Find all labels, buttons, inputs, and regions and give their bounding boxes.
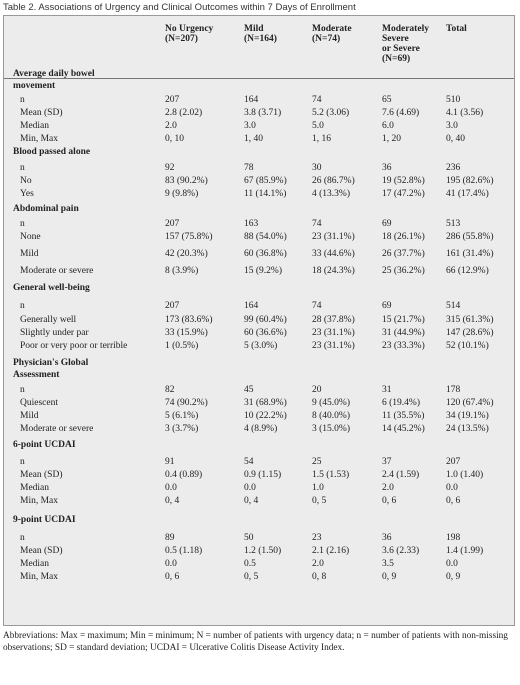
table-cell: 10 (22.2%) (244, 411, 287, 421)
table-cell: 195 (82.6%) (446, 176, 494, 186)
table-cell: 41 (17.4%) (446, 189, 489, 199)
table-cell: 65 (382, 95, 392, 105)
table-cell: 37 (382, 457, 392, 467)
table-cell: 0, 9 (446, 572, 461, 582)
table-cell: 17 (47.2%) (382, 189, 425, 199)
table-cell: 15 (9.2%) (244, 266, 282, 276)
section-heading (4, 282, 514, 294)
table-cell: 8 (40.0%) (312, 411, 350, 421)
table-cell: 1.0 (312, 483, 324, 493)
row-label: General well-being (13, 283, 90, 293)
table-cell: 3.0 (244, 121, 256, 131)
row-label: Mild (20, 249, 39, 259)
table-cell: 67 (85.9%) (244, 176, 287, 186)
section-heading (4, 357, 514, 369)
table-cell: 14 (45.2%) (382, 424, 425, 434)
table-cell: 2.0 (382, 483, 394, 493)
table-cell: 514 (446, 301, 461, 311)
row-label: None (20, 232, 41, 242)
table-cell: 18 (24.3%) (312, 266, 355, 276)
table-cell: 74 (312, 301, 322, 311)
table-cell: 1.5 (1.53) (312, 470, 350, 480)
table-cell: 3.0 (446, 121, 458, 131)
table-cell: 88 (54.0%) (244, 232, 287, 242)
row-label: Quiescent (20, 398, 58, 408)
table-row (4, 384, 514, 396)
table-cell: 5 (3.0%) (244, 341, 278, 351)
table-cell: 0.4 (0.89) (165, 470, 203, 480)
table-cell: 92 (165, 163, 175, 173)
table-cell: 1, 20 (382, 134, 401, 144)
table-cell: 163 (244, 219, 259, 229)
row-label: No (20, 176, 32, 186)
table-cell: 147 (28.6%) (446, 328, 494, 338)
row-label: n (20, 457, 25, 467)
row-label: Mean (SD) (20, 546, 63, 556)
row-label: Median (20, 483, 50, 493)
table-cell: 207 (165, 301, 180, 311)
table-cell: 3.6 (2.33) (382, 546, 420, 556)
table-cell: 83 (90.2%) (165, 176, 208, 186)
row-label: Average daily bowel (13, 69, 95, 79)
table-cell: 11 (14.1%) (244, 189, 287, 199)
table-cell: 33 (15.9%) (165, 328, 208, 338)
table-cell: 0.5 (244, 559, 256, 569)
section-heading (4, 369, 514, 381)
table-row (4, 248, 514, 260)
table-row (4, 162, 514, 174)
table-cell: 5.0 (312, 121, 324, 131)
table-row (4, 571, 514, 583)
table-cell: 74 (312, 219, 322, 229)
table-cell: 34 (19.1%) (446, 411, 489, 421)
table-row (4, 495, 514, 507)
row-label: Min, Max (20, 572, 58, 582)
table-cell: 91 (165, 457, 175, 467)
table-cell: 8 (3.9%) (165, 266, 199, 276)
table-cell: 236 (446, 163, 461, 173)
table-cell: 26 (86.7%) (312, 176, 355, 186)
table-cell: 25 (36.2%) (382, 266, 425, 276)
data-table (3, 15, 515, 626)
table-cell: 0, 5 (312, 496, 327, 506)
row-label: Blood passed alone (13, 147, 91, 157)
table-cell: 198 (446, 533, 461, 543)
table-cell: 54 (244, 457, 254, 467)
section-heading (4, 68, 514, 80)
table-cell: 31 (382, 385, 392, 395)
table-cell: 69 (382, 219, 392, 229)
table-cell: 11 (35.5%) (382, 411, 425, 421)
table-cell: 1, 40 (244, 134, 263, 144)
table-cell: 23 (31.1%) (312, 232, 355, 242)
table-cell: 89 (165, 533, 175, 543)
row-label: 6-point UCDAI (13, 440, 76, 450)
section-heading (4, 80, 514, 92)
row-label: Poor or very poor or terrible (20, 341, 128, 351)
table-cell: 20 (312, 385, 322, 395)
table-row (4, 545, 514, 557)
table-cell: 3.8 (3.71) (244, 108, 282, 118)
table-caption: Table 2. Associations of Urgency and Clinical Outcomes within 7 Days of Enrollment (3, 2, 356, 13)
table-row (4, 456, 514, 468)
table-cell: 3 (15.0%) (312, 424, 350, 434)
table-cell: 164 (244, 301, 259, 311)
section-heading (4, 146, 514, 158)
table-cell: 4 (8.9%) (244, 424, 278, 434)
table-row (4, 423, 514, 435)
table-cell: 7.6 (4.69) (382, 108, 420, 118)
table-row (4, 218, 514, 230)
row-label: Median (20, 121, 50, 131)
header-total: Total (446, 24, 467, 34)
table-cell: 28 (37.8%) (312, 315, 355, 325)
table-cell: 74 (312, 95, 322, 105)
table-row (4, 397, 514, 409)
table-row (4, 558, 514, 570)
table-cell: 3.5 (382, 559, 394, 569)
header-no-urgency: No Urgency (N=207) (165, 24, 214, 44)
row-label: Min, Max (20, 496, 58, 506)
table-row (4, 410, 514, 422)
row-label: 9-point UCDAI (13, 515, 76, 525)
table-cell: 0, 40 (446, 134, 465, 144)
table-cell: 30 (312, 163, 322, 173)
table-cell: 4 (13.3%) (312, 189, 350, 199)
table-row (4, 120, 514, 132)
table-cell: 4.1 (3.56) (446, 108, 484, 118)
row-label: Mild (20, 411, 39, 421)
table-cell: 3 (3.7%) (165, 424, 199, 434)
header-mild: Mild (N=164) (244, 24, 277, 44)
table-cell: 0, 4 (244, 496, 259, 506)
table-row (4, 107, 514, 119)
table-cell: 0.0 (244, 483, 256, 493)
row-label: n (20, 533, 25, 543)
table-cell: 1, 16 (312, 134, 331, 144)
table-cell: 0.0 (446, 483, 458, 493)
header-moderate: Moderate (N=74) (312, 24, 352, 44)
row-label: Median (20, 559, 50, 569)
table-cell: 18 (26.1%) (382, 232, 425, 242)
table-cell: 31 (68.9%) (244, 398, 287, 408)
row-label: Min, Max (20, 134, 58, 144)
table-cell: 2.4 (1.59) (382, 470, 420, 480)
table-cell: 1 (0.5%) (165, 341, 199, 351)
table-row (4, 314, 514, 326)
table-cell: 6 (19.4%) (382, 398, 420, 408)
table-cell: 207 (446, 457, 461, 467)
table-cell: 0, 4 (165, 496, 180, 506)
table-cell: 15 (21.7%) (382, 315, 425, 325)
table-row (4, 231, 514, 243)
section-heading (4, 439, 514, 451)
table-cell: 0.9 (1.15) (244, 470, 282, 480)
table-row (4, 300, 514, 312)
table-cell: 5.2 (3.06) (312, 108, 350, 118)
table-row (4, 482, 514, 494)
table-cell: 0.0 (165, 559, 177, 569)
table-cell: 82 (165, 385, 175, 395)
row-label: Moderate or severe (20, 424, 94, 434)
table-cell: 6.0 (382, 121, 394, 131)
table-cell: 513 (446, 219, 461, 229)
section-heading (4, 514, 514, 526)
table-row (4, 265, 514, 277)
table-row (4, 469, 514, 481)
table-cell: 74 (90.2%) (165, 398, 208, 408)
row-label: Assessment (13, 370, 60, 380)
table-cell: 161 (31.4%) (446, 249, 494, 259)
row-label: Yes (20, 189, 34, 199)
table-cell: 23 (312, 533, 322, 543)
table-footnote: Abbreviations: Max = maximum; Min = minimum; N = number of patients with urgency data; n = number of patients with non-missing observations; SD = standard deviation; UCDAI = Ulcerative Colitis Disease Activity Index. (3, 631, 508, 653)
table-cell: 69 (382, 301, 392, 311)
table-cell: 2.0 (165, 121, 177, 131)
table-row (4, 532, 514, 544)
table-cell: 50 (244, 533, 254, 543)
table-cell: 99 (60.4%) (244, 315, 287, 325)
row-label: n (20, 219, 25, 229)
table-cell: 2.0 (312, 559, 324, 569)
table-cell: 0, 6 (382, 496, 397, 506)
table-cell: 78 (244, 163, 254, 173)
table-cell: 0, 6 (446, 496, 461, 506)
table-cell: 0, 10 (165, 134, 184, 144)
table-cell: 5 (6.1%) (165, 411, 199, 421)
table-cell: 25 (312, 457, 322, 467)
table-cell: 1.0 (1.40) (446, 470, 484, 480)
table-cell: 0.0 (446, 559, 458, 569)
table-cell: 0.5 (1.18) (165, 546, 203, 556)
row-label: Slightly under par (20, 328, 89, 338)
table-cell: 42 (20.3%) (165, 249, 208, 259)
header-moderately-severe: Moderately Severe or Severe (N=69) (382, 24, 429, 64)
row-label: n (20, 301, 25, 311)
row-label: n (20, 95, 25, 105)
table-cell: 286 (55.8%) (446, 232, 494, 242)
table-cell: 24 (13.5%) (446, 424, 489, 434)
table-cell: 164 (244, 95, 259, 105)
row-label: movement (13, 81, 56, 91)
row-label: Generally well (20, 315, 77, 325)
table-cell: 2.1 (2.16) (312, 546, 350, 556)
table-cell: 0, 9 (382, 572, 397, 582)
row-label: n (20, 385, 25, 395)
table-cell: 0.0 (165, 483, 177, 493)
table-cell: 23 (31.1%) (312, 341, 355, 351)
row-label: Moderate or severe (20, 266, 94, 276)
table-row (4, 188, 514, 200)
row-label: Abdominal pain (13, 204, 79, 214)
table-cell: 36 (382, 533, 392, 543)
table-cell: 23 (31.1%) (312, 328, 355, 338)
table-row (4, 94, 514, 106)
row-label: n (20, 163, 25, 173)
section-heading (4, 203, 514, 215)
row-label: Mean (SD) (20, 108, 63, 118)
row-label: Physician's Global (13, 358, 89, 368)
table-cell: 0, 8 (312, 572, 327, 582)
table-row (4, 340, 514, 352)
table-row (4, 133, 514, 145)
table-cell: 19 (52.8%) (382, 176, 425, 186)
table-cell: 45 (244, 385, 254, 395)
table-cell: 207 (165, 219, 180, 229)
table-cell: 315 (61.3%) (446, 315, 494, 325)
table-cell: 173 (83.6%) (165, 315, 213, 325)
table-cell: 52 (10.1%) (446, 341, 489, 351)
table-row (4, 175, 514, 187)
table-cell: 120 (67.4%) (446, 398, 494, 408)
table-cell: 26 (37.7%) (382, 249, 425, 259)
table-cell: 36 (382, 163, 392, 173)
table-cell: 31 (44.9%) (382, 328, 425, 338)
table-cell: 9 (45.0%) (312, 398, 350, 408)
table-cell: 60 (36.6%) (244, 328, 287, 338)
table-cell: 33 (44.6%) (312, 249, 355, 259)
table-cell: 2.8 (2.02) (165, 108, 203, 118)
table-cell: 510 (446, 95, 461, 105)
table-cell: 157 (75.8%) (165, 232, 213, 242)
table-row (4, 327, 514, 339)
table-cell: 207 (165, 95, 180, 105)
table-cell: 66 (12.9%) (446, 266, 489, 276)
table-cell: 23 (33.3%) (382, 341, 425, 351)
table-cell: 178 (446, 385, 461, 395)
table-cell: 1.4 (1.99) (446, 546, 484, 556)
row-label: Mean (SD) (20, 470, 63, 480)
table-cell: 0, 6 (165, 572, 180, 582)
table-cell: 60 (36.8%) (244, 249, 287, 259)
table-cell: 0, 5 (244, 572, 259, 582)
table-cell: 1.2 (1.50) (244, 546, 282, 556)
table-cell: 9 (9.8%) (165, 189, 199, 199)
